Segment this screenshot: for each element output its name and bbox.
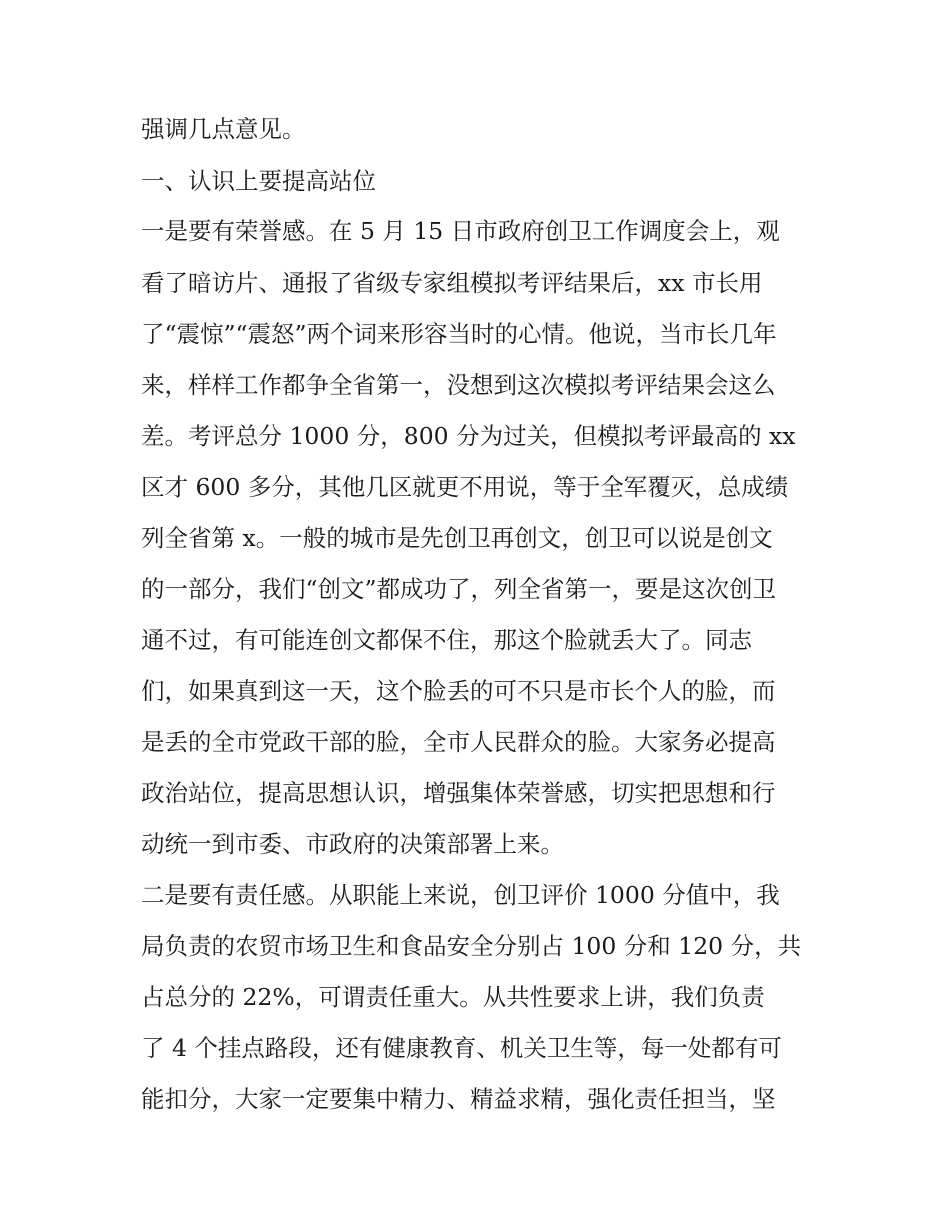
text-line: 了“震惊”“震怒”两个词来形容当时的心情。他说，当市长几年: [141, 320, 777, 348]
text-line: 看了暗访片、通报了省级专家组模拟考评结果后，xx 市长用: [141, 269, 763, 297]
text-line: 的一部分，我们“创文”都成功了，列全省第一，要是这次创卫: [141, 575, 777, 603]
text-line: 二是要有责任感。从职能上来说，创卫评价 1000 分值中，我: [141, 881, 780, 909]
text-line: 强调几点意见。: [141, 115, 306, 143]
text-line: 区才 600 多分，其他几区就更不用说，等于全军覆灭，总成绩: [141, 473, 789, 501]
text-line: 动统一到市委、市政府的决策部署上来。: [141, 830, 564, 858]
text-line: 来，样样工作都争全省第一，没想到这次模拟考评结果会这么: [141, 371, 776, 399]
text-line: 们，如果真到这一天，这个脸丢的可不只是市长个人的脸，而: [141, 677, 776, 705]
text-line: 了 4 个挂点路段，还有健康教育、机关卫生等，每一处都有可: [141, 1034, 782, 1062]
text-line: 政治站位，提高思想认识，增强集体荣誉感，切实把思想和行: [141, 779, 776, 807]
text-line: 局负责的农贸市场卫生和食品安全分别占 100 分和 120 分，共: [141, 932, 802, 960]
text-line: 差。考评总分 1000 分，800 分为过关，但模拟考评最高的 xx: [141, 422, 796, 450]
text-line: 一是要有荣誉感。在 5 月 15 日市政府创卫工作调度会上，观: [141, 217, 780, 245]
text-line: 通不过，有可能连创文都保不住，那这个脸就丢大了。同志: [141, 626, 752, 654]
section-heading: 一、认识上要提高站位: [141, 167, 376, 195]
text-line: 能扣分，大家一定要集中精力、精益求精，强化责任担当，坚: [141, 1085, 776, 1113]
text-line: 列全省第 x。一般的城市是先创卫再创文，创卫可以说是创文: [141, 524, 773, 552]
text-line: 占总分的 22%，可谓责任重大。从共性要求上讲，我们负责: [141, 983, 765, 1011]
text-line: 是丢的全市党政干部的脸，全市人民群众的脸。大家务必提高: [141, 728, 776, 756]
